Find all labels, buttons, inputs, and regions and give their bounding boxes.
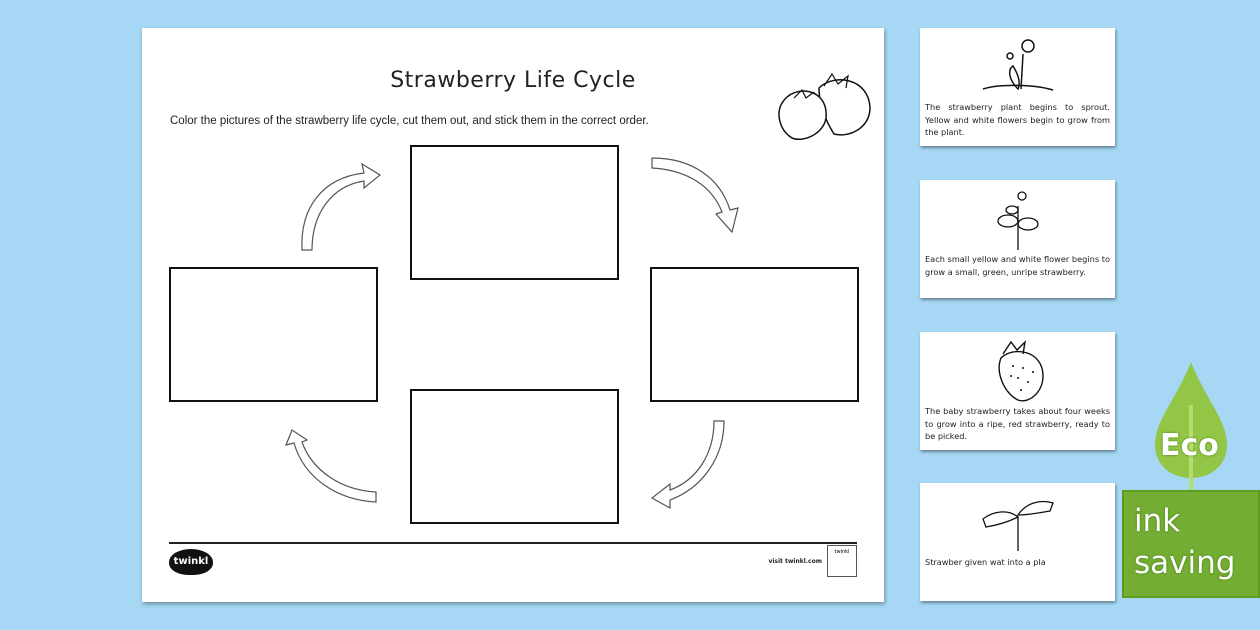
life-cycle-card[interactable] bbox=[920, 180, 1115, 298]
life-cycle-card[interactable] bbox=[920, 28, 1115, 146]
strawberry-icon bbox=[983, 338, 1053, 406]
card-text: The strawberry plant begins to sprout. Yellow and white flowers begin to grow from the plant. bbox=[925, 102, 1110, 137]
card-text: The baby strawberry takes about four weeks to grow into a ripe, red strawberry, ready to be picked. bbox=[925, 406, 1110, 441]
leaf-drop-icon bbox=[1151, 360, 1231, 490]
card-text: Each small yellow and white flower begins to grow a small, green, unripe strawberry. bbox=[925, 254, 1110, 277]
life-cycle-card[interactable] bbox=[920, 483, 1115, 601]
footer-divider bbox=[169, 542, 857, 544]
quality-badge: twinkl bbox=[827, 545, 857, 577]
arrow-icon bbox=[652, 421, 724, 508]
visit-link[interactable]: visit twinkl.com bbox=[768, 558, 822, 565]
eco-banner bbox=[1122, 490, 1260, 598]
flowering-plant-icon bbox=[973, 34, 1063, 96]
arrow-icon bbox=[652, 158, 738, 232]
page-title: Strawberry Life Cycle bbox=[390, 68, 636, 93]
instructions: Color the pictures of the strawberry life cycle, cut them out, and stick them in the correct order. bbox=[170, 115, 649, 127]
card-text: Strawber given wat into a pla bbox=[925, 557, 1046, 567]
ink-saving-label: ink saving bbox=[1134, 503, 1236, 581]
seedling-icon bbox=[978, 489, 1058, 551]
life-cycle-card[interactable] bbox=[920, 332, 1115, 450]
eco-badge-label: Eco bbox=[1160, 428, 1219, 463]
twinkl-logo: twinkl bbox=[169, 549, 213, 575]
flower-bush-icon bbox=[988, 186, 1048, 252]
arrow-icon bbox=[286, 430, 376, 502]
worksheet bbox=[142, 28, 884, 602]
cycle-arrows bbox=[142, 28, 884, 602]
arrow-icon bbox=[302, 164, 380, 250]
